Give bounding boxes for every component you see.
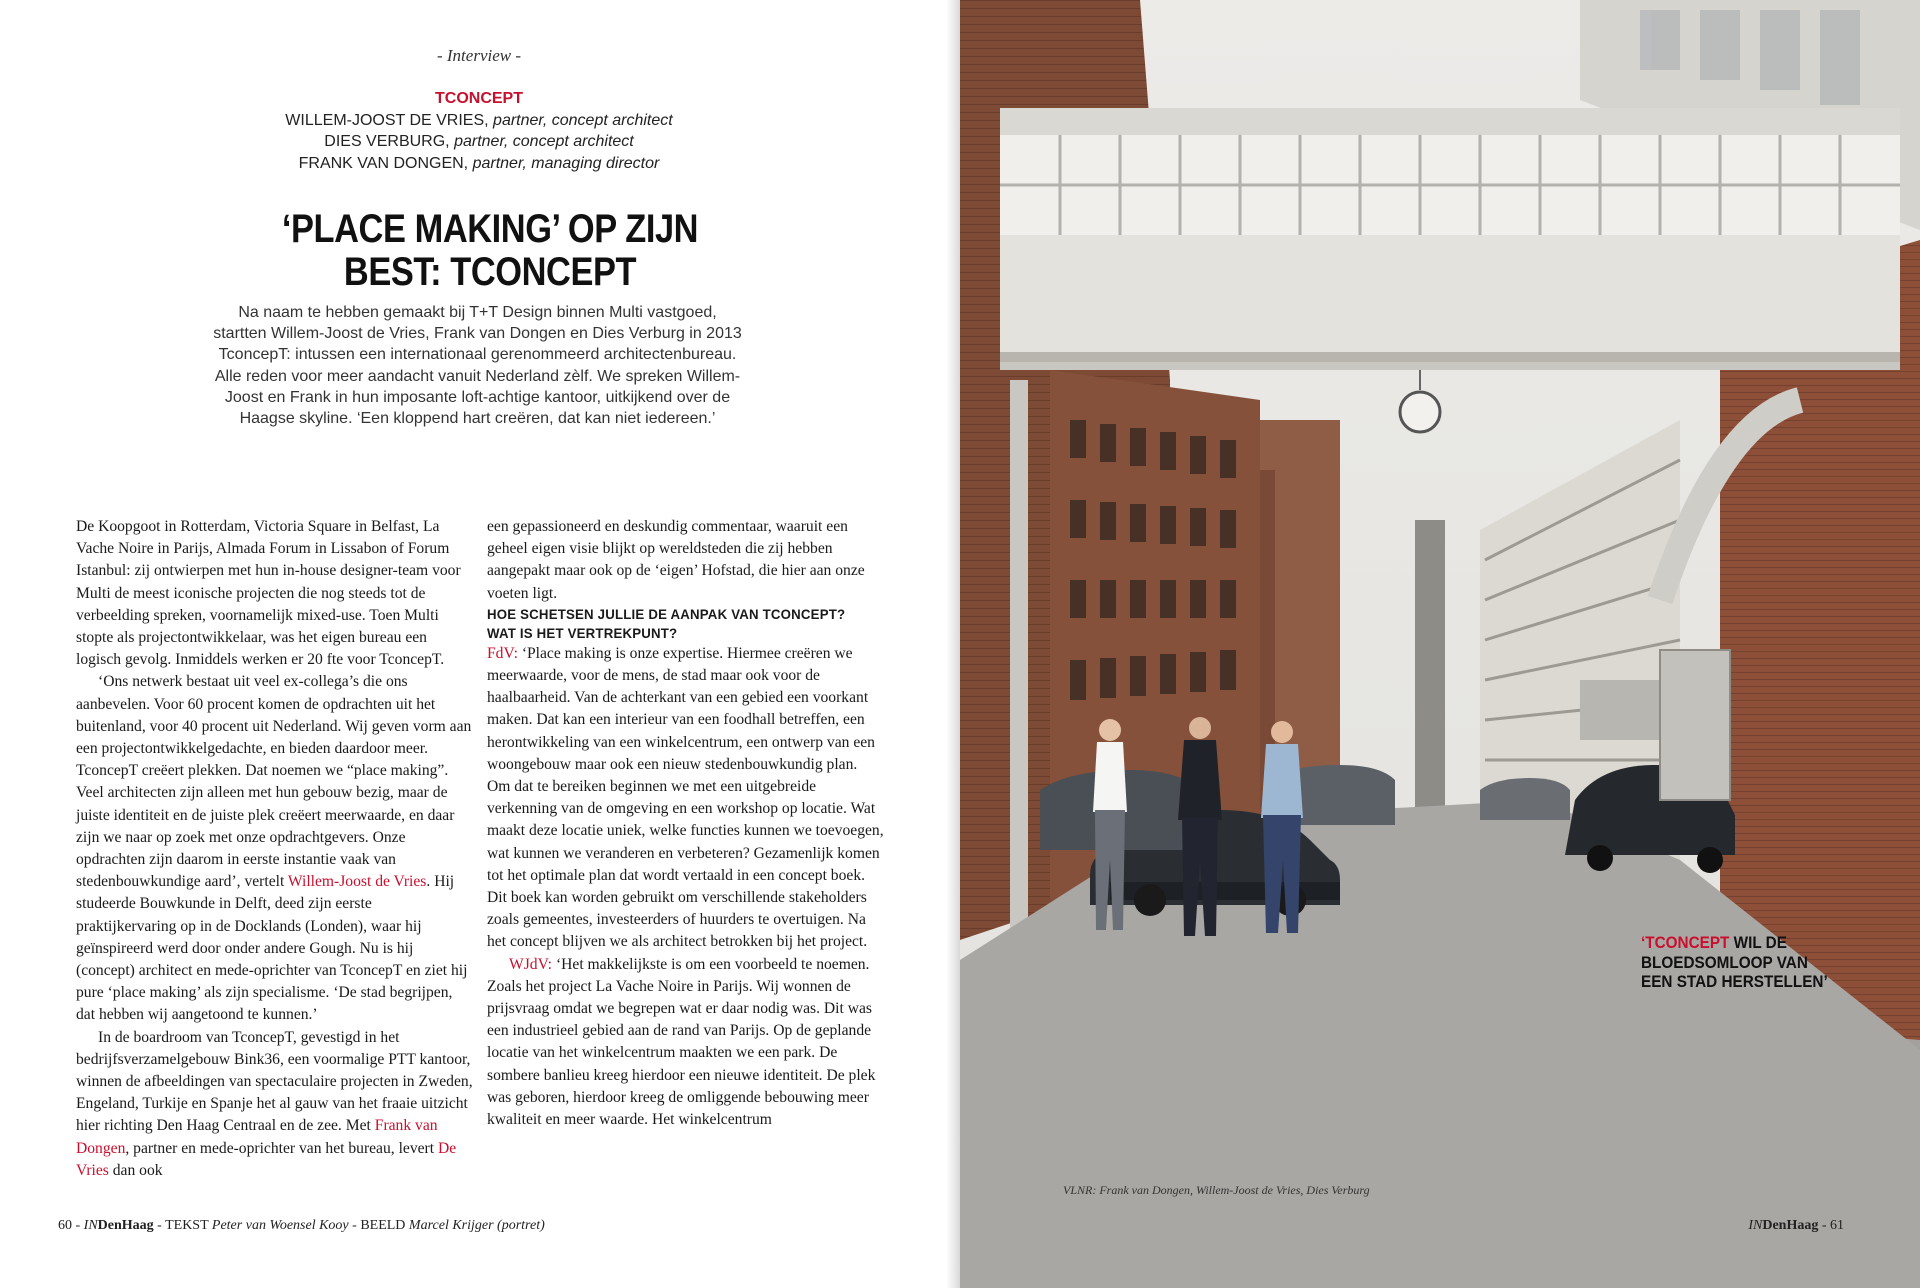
pull-quote: ‘TCONCEPT WIL DE BLOEDSOMLOOP VAN EEN STAD HERSTELLEN’ [1641, 933, 1828, 991]
headline-line: BEST: TCONCEPT [343, 250, 637, 294]
person-name: Willem-Joost de Vries [287, 873, 427, 891]
credit-line: WILLEM-JOOST DE VRIES, partner, concept architect [285, 111, 673, 129]
paragraph: In de boardroom van TconcepT, gevestigd in het bedrijfsverzamelgebouw Bink36, een voormalige PTT kantoor, winnen de afbeeldingen van spectaculaire projecten in Zweden, Engeland, Turkije en Spanje het al gauw van het fraaie uitzicht hier richting Den Haag Centraal en de zee. Met Frank van Dongen, partner en mede-oprichter van het bureau, levert De Vries dan ook [76, 1028, 473, 1179]
credits-block [0, 88, 958, 174]
credit-line: DIES VERBURG, partner, concept architect [324, 133, 634, 150]
credits-brand: TCONCEPT [435, 90, 523, 107]
answer-paragraph: WJdV: ‘Het makkelijkste is om een voorbeeld te noemen. Zoals het project La Vache Noire in Parijs. Wij wonnen de prijsvraag omdat we begrepen wat er daar nodig was. Dit was een industrieel gebied aan de rand van Parijs. Op de geplande locatie van het winkelcentrum maakten we een park. De sombere banlieu kreeg hierdoor een nieuwe identiteit. De plek was geboren, hierdoor kreeg de omliggende bebouwing meer kwaliteit en meer waarde. Het winkelcentrum [487, 955, 876, 1129]
footer-left: 60 - INDenHaag - TEKST Peter van Woensel Kooy - BEELD Marcel Krijger (portret) [58, 1218, 545, 1233]
page-gutter [946, 0, 960, 1288]
lead-paragraph: Na naam te hebben gemaakt bij T+T Design binnen Multi vastgoed, startten Willem-Joost de Vries, Frank van Dongen en Dies Verburg in 2013 TconcepT: intussen een internationaal gerenommeerd architectenbureau. Alle reden voor meer aandacht vanuit Nederland zèlf. We spreken Willem-Joost en Frank in hun imposante loft-achtige kantoor, uitkijkend over de Haagse skyline. ‘Een kloppend hart creëren, dat kan niet iedereen.’ [213, 304, 742, 428]
paragraph: De Koopgoot in Rotterdam, Victoria Square in Belfast, La Vache Noire in Parijs, Almada Forum in Lissabon of Forum Istanbul: zij ontwierpen met hun in-house designer-team voor Multi de meest iconische projecten die nog steeds tot de verbeelding spreken, voornamelijk mixed-use. Toen Multi stopte als projectontwikkelaar, was het eigen bureau een logisch gevolg. Inmiddels werken er 20 fte voor TconcepT. [76, 518, 461, 669]
paragraph: een gepassioneerd en deskundig commentaar, waaruit een geheel eigen visie blijkt op wereldsteden die zij hebben aangepakt maar ook op de ‘eigen’ Hofstad, die hier aan onze voeten ligt. [487, 518, 865, 602]
text-column-2 [487, 516, 884, 1131]
person-name: De Vries [76, 1139, 457, 1179]
headline-line: ‘PLACE MAKING’ OP ZIJN [281, 207, 699, 251]
text-column-1 [76, 516, 473, 1182]
left-page [0, 0, 958, 1288]
footer-right: INDenHaag - 61 [1748, 1218, 1844, 1233]
person-name: Frank van Dongen [76, 1117, 438, 1157]
headline [206, 208, 774, 294]
speaker-initials: FdV: [487, 644, 518, 662]
paragraph: ‘Ons netwerk bestaat uit veel ex-collega’s die ons aanbevelen. Voor 60 procent komen de opdrachten uit het buitenland, voor 40 procent uit Nederland. Wij geven vorm aan een projectontwikkelgedachte, en bieden daardoor meer. TconcepT creëert plekken. Dat noemen we “place making”. Veel architecten zijn alleen met hun gebouw bezig, maar de juiste identiteit en de juiste plek creëert meerwaarde, en daar zijn we naar op zoek met onze opdrachtgevers. Onze opdrachten zijn daarom in eerste instantie vaak van stedenbouwkundige aard’, vertelt Willem-Joost de Vries. Hij studeerde Bouwkunde in Delft, deed zijn eerste praktijkervaring op in de Docklands (Londen), waar hij geïnspireerd werd door onder andere Gough. Nu is hij (concept) architect en mede-oprichter van TconcepT en ziet hij pure ‘place making’ als zijn specialisme. ‘De stad begrijpen, dat hebben wij aangetoond te kunnen.’ [76, 673, 472, 1024]
credit-line: FRANK VAN DONGEN, partner, managing director [298, 154, 660, 172]
right-page-photo [960, 0, 1920, 1288]
speaker-initials: WJdV: [509, 955, 553, 973]
answer-paragraph: FdV: ‘Place making is onze expertise. Hiermee creëren we meerwaarde, voor de mens, de stad maar ook voor de haalbaarheid. Van de achterkant van een gebied een voorkant maken. Dat kan een interieur van een foodhall betreffen, een herontwikkeling van een winkelcentrum, een ontwerp van een woongebouw maar ook een nieuw stedenbouwkundig plan. Om dat te bereiken beginnen we met een uitgebreide verkenning van de omgeving en een workshop op locatie. Wat maakt deze locatie uniek, welke functies kunnen we toevoegen, wat kunnen we veranderen en verbeteren? Gezamenlijk komen tot het optimale plan dat wordt vertaald in een concept boek. Dit boek kan worden gebruikt om verschillende stakeholders zoals gemeentes, investeerders of huurders te overtuigen. Na het concept blijven we als architect betrokken bij het project. [487, 644, 884, 951]
photo-caption: VLNR: Frank van Dongen, Willem-Joost de Vries, Dies Verburg [1063, 1183, 1370, 1197]
interview-question: HOE SCHETSEN JULLIE DE AANPAK VAN TCONCEPT? WAT IS HET VERTREKPUNT? [487, 606, 846, 641]
section-label: - Interview - [436, 46, 522, 65]
street-photo [960, 0, 1920, 1288]
